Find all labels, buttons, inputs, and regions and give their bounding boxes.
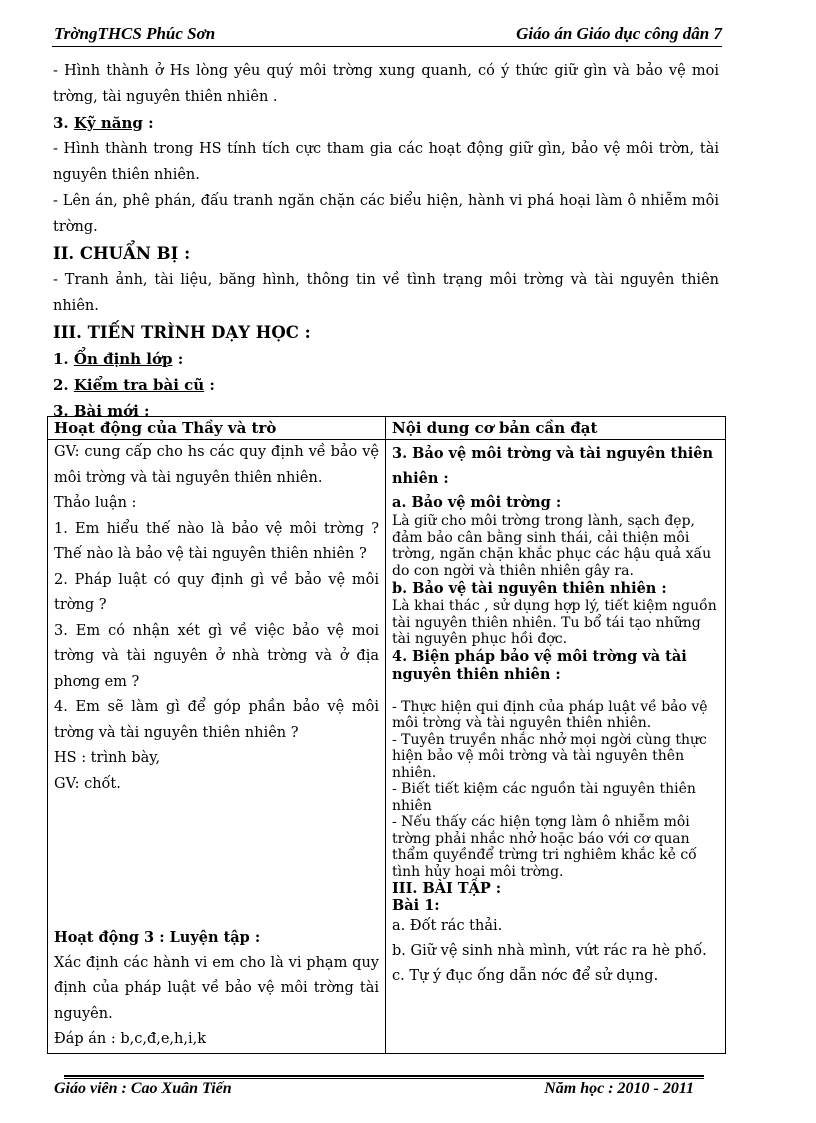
left-text: 1. Em hiểu thế nào là bảo vệ môi trờng ? Thế nào là bảo vệ tài nguyên thiên nhiên ? <box>54 520 379 562</box>
activity3-heading: Hoạt động 3 : Luyện tập : <box>54 929 261 946</box>
subsection-a-heading: a. Bảo vệ môi trờng : <box>392 494 562 511</box>
right-text: - Thực hiện qui định của pháp luật về bảo vệ môi trờng và tài nguyên thiên nhiên. <box>392 698 708 731</box>
paragraph: - Hình thành trong HS tính tích cực tham gia các hoạt động giữ gìn, bảo vệ môi trờn, tài nguyên thiên nhiên. <box>53 141 719 183</box>
table-header-row <box>48 417 726 440</box>
left-text: GV: chốt. <box>54 775 121 792</box>
lesson-body <box>53 58 719 424</box>
paragraph: - Tranh ảnh, tài liệu, băng hình, thông tin về tình trạng môi trờng và tài nguyên thiên nhiên. <box>53 272 719 314</box>
left-text: GV: cung cấp cho hs các quy định về bảo vệ môi trờng và tài nguyên thiên nhiên. <box>54 444 379 486</box>
section4-heading: 4. Biện pháp bảo vệ môi trờng và tài nguyên thiên nhiên : <box>392 647 687 683</box>
table-row <box>48 440 726 1054</box>
page-footer <box>52 1080 722 1100</box>
left-text: Đáp án : b,c,đ,e,h,i,k <box>54 1031 207 1047</box>
skills-title: Kỹ năng <box>73 114 143 132</box>
right-text: - Biết tiết kiệm các nguồn tài nguyên thiên nhiên <box>392 781 696 814</box>
step2-heading <box>53 372 719 398</box>
footer-year: Năm học : 2010 - 2011 <box>544 1080 694 1097</box>
left-text: Xác định các hành vi em cho là vi phạm quy định của pháp luật về bảo vệ môi trờng tài nguyên. <box>54 954 379 1022</box>
step1-heading <box>53 346 719 372</box>
prep-heading: II. CHUẨN BỊ : <box>53 244 191 263</box>
exercise-heading: III. BÀI TẬP : <box>392 880 502 897</box>
paragraph: - Lên án, phê phán, đấu tranh ngăn chặn các biểu hiện, hành vi phá hoại làm ô nhiễm môi trờng. <box>53 193 719 235</box>
exercise1-heading: Bài 1: <box>392 897 440 914</box>
lesson-table <box>47 416 726 1054</box>
step2-title: Kiểm tra bài cũ <box>73 376 205 394</box>
activities-cell <box>48 440 386 1054</box>
section3-heading: 3. Bảo vệ môi trờng và tài nguyên thiên nhiên : <box>392 445 714 487</box>
right-text: Là giữ cho môi trờng trong lành, sạch đẹp, đảm bảo cân bằng sinh thái, cải thiện môi trờng, ngăn chặn khắc phục các hậu quả xấu do con ngời và thiên nhiên gây ra. <box>392 513 712 579</box>
footer-divider <box>64 1075 704 1077</box>
skills-number: 3. <box>53 114 74 132</box>
right-text: c. Tự ý đục ống dẫn nớc để sử dụng. <box>392 968 659 984</box>
left-text: 4. Em sẽ làm gì để góp phần bảo vệ môi trờng và tài nguyên thiên nhiên ? <box>54 699 379 741</box>
left-text: HS : trình bày, <box>54 750 161 766</box>
right-text: - Nếu thấy các hiện tợng làm ô nhiễm môi trờng phải nhắc nhở hoặc báo với cơ quan thẩm quyềnđể trừng tri nghiêm khắc kẻ cố tình hủy hoại môi trờng. <box>392 814 697 880</box>
step3-heading: 3. Bài mới : <box>53 402 150 420</box>
header-subject: Giáo án Giáo dục công dân 7 <box>516 24 722 43</box>
footer-teacher: Giáo viên : Cao Xuân Tiến <box>54 1080 232 1097</box>
left-text: 3. Em có nhận xét gì về việc bảo vệ moi trờng và tài nguyên ở nhà trờng và ở địa phơng em ? <box>54 622 379 690</box>
col-header-content: Nội dung cơ bản cần đạt <box>386 417 726 440</box>
footer-divider-thin <box>64 1078 704 1079</box>
subsection-b-heading: b. Bảo vệ tài nguyên thiên nhiên : <box>392 580 667 597</box>
page-header <box>52 24 722 47</box>
content-cell <box>386 440 726 1054</box>
left-text: Thảo luận : <box>54 495 137 511</box>
spacer <box>54 797 379 925</box>
skills-colon: : <box>142 114 154 132</box>
header-school: TrờngTHCS Phúc Sơn <box>54 24 216 43</box>
process-heading: III. TIẾN TRÌNH DẠY HỌC : <box>53 323 311 342</box>
right-text: Là khai thác , sử dụng hợp lý, tiết kiệm nguồn tài nguyên thiên nhiên. Tu bổ tái tạo những tài nguyên phục hồi đợc. <box>392 598 717 647</box>
step2-colon: : <box>204 376 215 394</box>
paragraph: - Hình thành ở Hs lòng yêu quý môi trờng xung quanh, có ý thức giữ gìn và bảo vệ moi trờng, tài nguyên thiên nhiên . <box>53 63 719 105</box>
step2-number: 2. <box>53 376 74 394</box>
col-header-activities: Hoạt động của Thầy và trò <box>48 417 386 440</box>
left-text: 2. Pháp luật có quy định gì về bảo vệ môi trờng ? <box>54 571 379 613</box>
right-text: b. Giữ vệ sinh nhà mình, vứt rác ra hè phố. <box>392 943 707 959</box>
skills-heading <box>53 110 719 136</box>
step1-title: Ổn định lớp <box>73 350 173 368</box>
step1-colon: : <box>172 350 184 368</box>
right-text: a. Đốt rác thải. <box>392 918 503 934</box>
right-text: - Tuyên truyền nhắc nhở mọi ngời cùng thực hiện bảo vệ môi trờng và tài nguyên thên nhiên. <box>392 731 707 781</box>
step1-number: 1. <box>53 350 74 368</box>
